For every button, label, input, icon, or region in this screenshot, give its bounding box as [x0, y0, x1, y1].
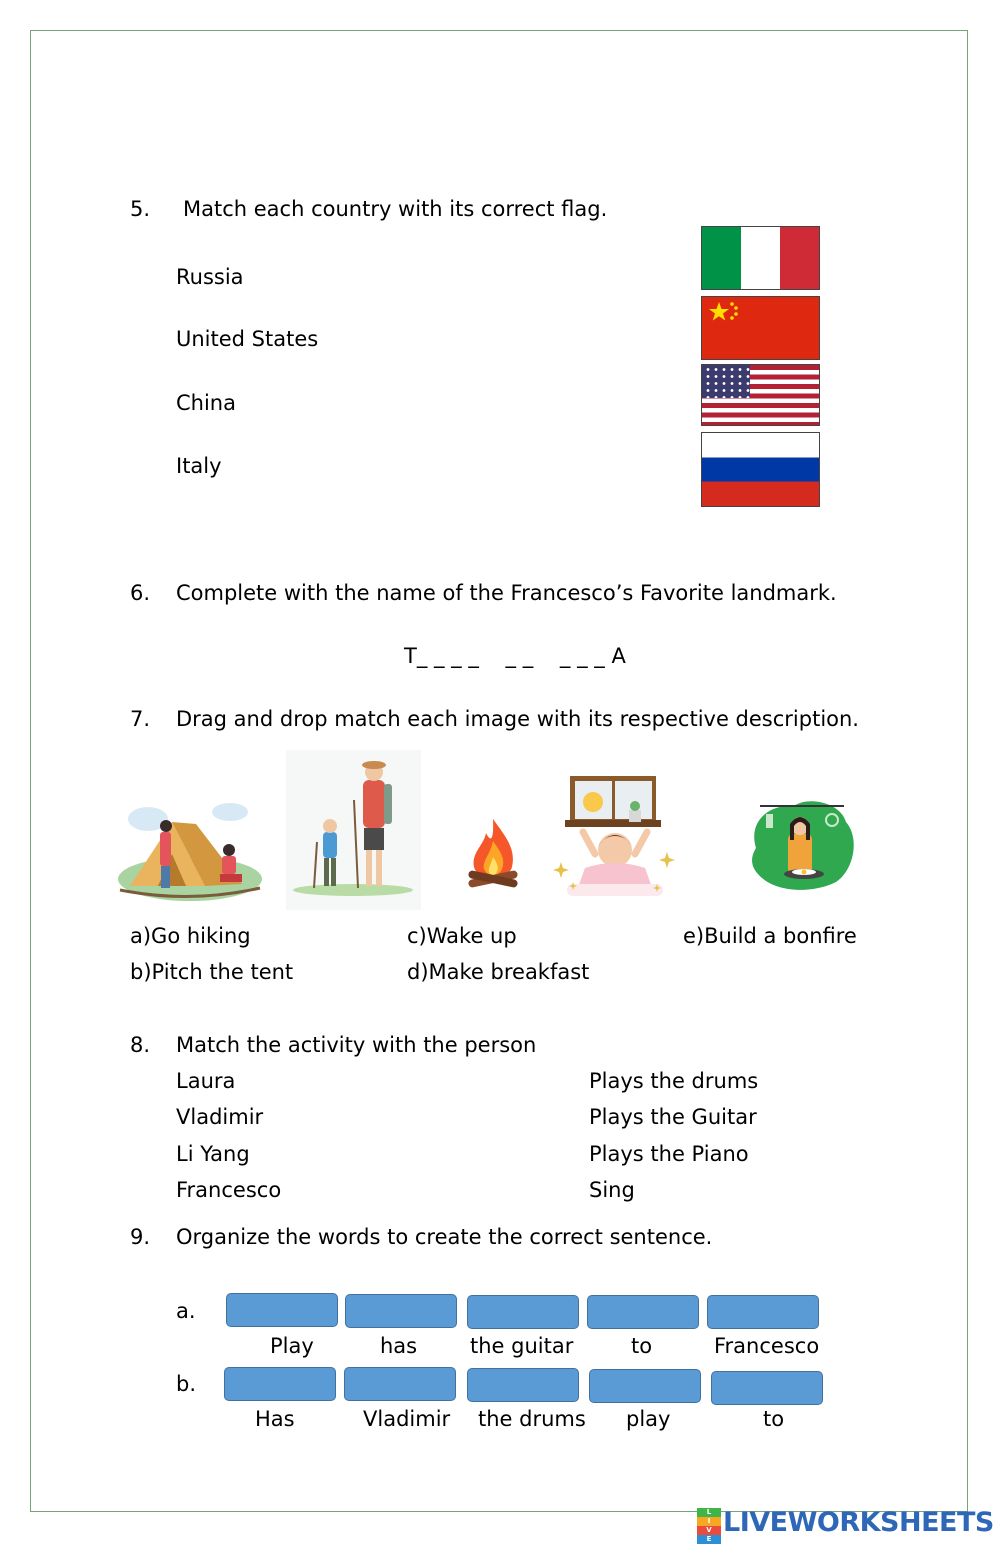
wake-up-image[interactable]: [545, 772, 685, 907]
q9-prompt: Organize the words to create the correct sentence.: [176, 1225, 713, 1249]
person-laura[interactable]: Laura: [176, 1069, 236, 1093]
q9-b-word-4[interactable]: play: [626, 1407, 671, 1431]
usa-stars-icon: [702, 365, 750, 398]
q9-a-drop-slot-5[interactable]: [707, 1295, 819, 1329]
option-go-hiking[interactable]: a)Go hiking: [130, 924, 251, 948]
china-flag[interactable]: [701, 296, 820, 360]
q9-b-word-1[interactable]: Has: [255, 1407, 295, 1431]
q5-prompt: Match each country with its correct flag.: [183, 197, 608, 221]
q9-a-drop-slot-3[interactable]: [467, 1295, 579, 1329]
q8-prompt: Match the activity with the person: [176, 1033, 537, 1057]
liveworksheets-logo: [697, 1506, 994, 1543]
russia-flag[interactable]: [701, 432, 820, 507]
activity-piano[interactable]: Plays the Piano: [589, 1142, 749, 1166]
q7-number: 7.: [130, 707, 151, 731]
q9-a-word-2[interactable]: has: [380, 1334, 418, 1358]
option-pitch-tent[interactable]: b)Pitch the tent: [130, 960, 294, 984]
country-russia[interactable]: Russia: [176, 265, 244, 289]
activity-guitar[interactable]: Plays the Guitar: [589, 1105, 757, 1129]
q5-number: 5.: [130, 197, 151, 221]
country-china[interactable]: China: [176, 391, 236, 415]
q9-b-drop-slot-5[interactable]: [711, 1371, 823, 1405]
q9-a-drop-slot-4[interactable]: [587, 1295, 699, 1329]
pitch-tent-image[interactable]: [110, 784, 270, 909]
q9-a-word-3[interactable]: the guitar: [470, 1334, 574, 1358]
q6-prompt: Complete with the name of the Francesco’s Favorite landmark.: [176, 581, 837, 605]
q9-a-label: a.: [176, 1299, 196, 1323]
q9-a-drop-slot-2[interactable]: [345, 1294, 457, 1328]
q9-a-word-5[interactable]: Francesco: [714, 1334, 820, 1358]
q9-b-drop-slot-4[interactable]: [589, 1369, 701, 1403]
q8-number: 8.: [130, 1033, 151, 1057]
q9-a-word-4[interactable]: to: [631, 1334, 653, 1358]
q6-number: 6.: [130, 581, 151, 605]
activity-sing[interactable]: Sing: [589, 1178, 635, 1202]
q9-b-word-5[interactable]: to: [763, 1407, 785, 1431]
option-build-bonfire[interactable]: e)Build a bonfire: [683, 924, 857, 948]
person-francesco[interactable]: Francesco: [176, 1178, 282, 1202]
option-make-breakfast[interactable]: d)Make breakfast: [407, 960, 590, 984]
usa-flag[interactable]: [701, 364, 820, 426]
bonfire-image[interactable]: [462, 815, 524, 895]
q9-number: 9.: [130, 1225, 151, 1249]
italy-flag[interactable]: [701, 226, 820, 290]
q7-prompt: Drag and drop match each image with its respective description.: [176, 707, 859, 731]
activity-drums[interactable]: Plays the drums: [589, 1069, 759, 1093]
landmark-blank-input[interactable]: T_ _ _ _ _ _ _ _ _ A: [404, 644, 626, 668]
breakfast-image[interactable]: [748, 800, 856, 890]
person-li-yang[interactable]: Li Yang: [176, 1142, 250, 1166]
country-italy[interactable]: Italy: [176, 454, 222, 478]
china-stars-icon: [707, 300, 747, 330]
q9-b-label: b.: [176, 1372, 197, 1396]
q9-b-word-3[interactable]: the drums: [478, 1407, 586, 1431]
liveworksheets-logo-icon: L I V E: [697, 1508, 721, 1536]
option-wake-up[interactable]: c)Wake up: [407, 924, 517, 948]
person-vladimir[interactable]: Vladimir: [176, 1105, 264, 1129]
q9-a-drop-slot-1[interactable]: [226, 1293, 338, 1327]
country-united-states[interactable]: United States: [176, 327, 319, 351]
hiking-image[interactable]: [286, 750, 421, 910]
q9-a-word-1[interactable]: Play: [270, 1334, 314, 1358]
liveworksheets-logo-text: LIVEWORKSHEETS: [723, 1506, 994, 1538]
q9-b-drop-slot-2[interactable]: [344, 1367, 456, 1401]
q9-b-drop-slot-1[interactable]: [224, 1367, 336, 1401]
page-border: [30, 30, 968, 1512]
q9-b-word-2[interactable]: Vladimir: [363, 1407, 451, 1431]
q9-b-drop-slot-3[interactable]: [467, 1368, 579, 1402]
